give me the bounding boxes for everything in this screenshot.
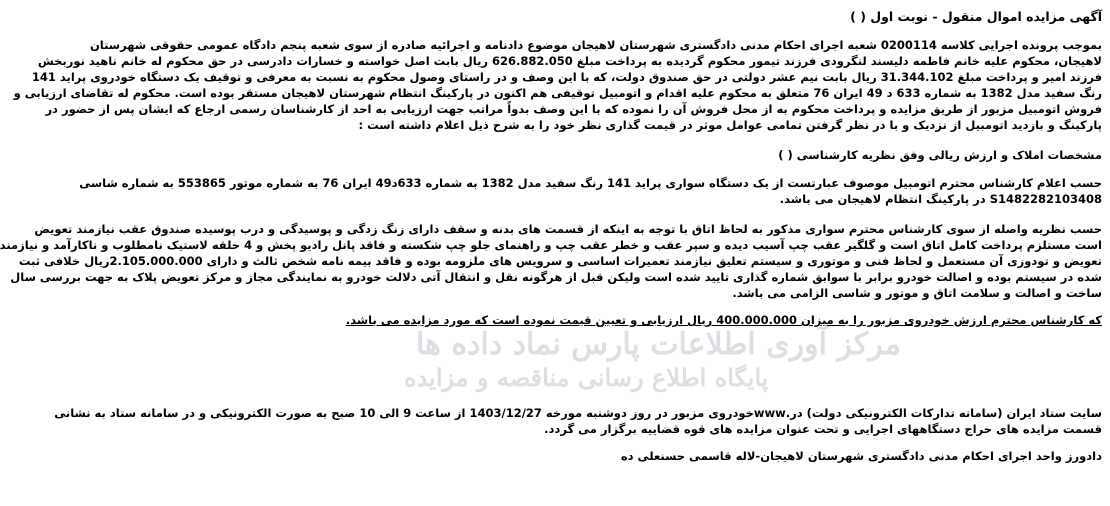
- paragraph-4-line-1: سایت ستاد ایران (سامانه تدارکات الکترونیکی دولت) در.wwwخودروی مزبور در روز دوشنبه مورخه 1403/12/27 از ساعت 9 الی 10 صبح به صورت الکترونیکی و در سامانه ستاد به نشانی: [54, 406, 1102, 420]
- signature: دادورز واحد اجرای احکام مدنی دادگستری شهرستان لاهیجان-لاله قاسمی حسنعلی ده: [620, 449, 1102, 463]
- paragraph-3-line-1: حسب نظریه واصله از سوی کارشناس محترم سواری مذکور به لحاظ اتاق با توجه به اینکه از قسمت های بدنه و سقف دارای زنگ زدگی و پوسیدگی و درب پوسیده صندوق عقب نیازمند تعویض: [34, 222, 1102, 236]
- paragraph-2-line-1: حسب اعلام کارشناس محترم اتومبیل موصوف عبارتست از یک دستگاه سواری پراید 141 رنگ سفید مدل 1382 به شماره 633د49 ایران 76 به شماره موتور 553865 به شماره شاسی: [79, 176, 1102, 190]
- paragraph-1-line-5: فروش اتومبیل مزبور از طریق مزایده و پرداخت محکوم به از محل فروش آن را نموده که با این وصف بدواً مراتب جهت ارزیابی به احد از کارشناسان رسمی ارجاع که ایشان پس از حضور در: [45, 102, 1102, 116]
- paragraph-1-line-6: پارکینگ و بازدید اتومبیل از نزدیک و با در نظر گرفتن تمامی عوامل موثر در قیمت گذاری نظر خود را به شرح ذیل اعلام داشته است :: [358, 118, 1102, 132]
- paragraph-1-line-3: فرزند امیر و پرداخت مبلغ 31.344.102 ریال بابت نیم عشر دولتی در حق صندوق دولت، که با این وصف و در راستای وصول محکوم به نسبت به معرفی و توقیف یک دستگاه خودروی پراید 141: [31, 70, 1102, 84]
- paragraph-3-line-4: شده در سیستم بوده و اصالت خودرو برابر با سوابق شماره گذاری تایید شده است ولیکن قبل از هرگونه نقل و انتقال آتی دلالت خودرو به نمایندگی مجاز و مرکز تعویض پلاک به جهت بررسی سال: [10, 270, 1102, 284]
- watermark-line-1: مرکز آوری اطلاعات پارس نماد داده ها: [416, 327, 901, 362]
- paragraph-3-line-5: ساخت و اصالت و سلامت اتاق و موتور و شاسی الزامی می باشد.: [732, 286, 1102, 300]
- paragraph-4-line-2: قسمت مزایده های حراج دستگاههای اجرایی و تحت عنوان مزایده های قوه قضاییه برگزار می گردد.: [544, 422, 1102, 436]
- paragraph-1-line-4: رنگ سفید مدل 1382 به شماره 633 د 49 ایران 76 متعلق به محکوم علیه اقدام و اتومبیل توقیفی هم اکنون در پارکینگ انتظام شهرستان لاهیجان مستقر بوده است. محکوم له تقاضای ارزیابی و: [13, 86, 1102, 100]
- paragraph-3-line-2: است مستلزم پرداخت کامل اتاق است و گلگیر عقب چپ آسیب دیده و سپر عقب و خطر عقب چپ و راهنمای جلو چپ شکسته و فاقد پانل رادیو پخش و 4 حلقه لاستیک نامطلوب و ناکارآمد و نیازمند: [0, 238, 1102, 252]
- section-heading: مشخصات املاک و ارزش ریالی وفق نظریه کارشناسی ( ): [778, 148, 1102, 162]
- valuation-statement: که کارشناس محترم ارزش خودروی مزبور را به میزان 400.000.000 ریال ارزیابی و تعیین قیمت نموده است که مورد مزایده می باشد.: [345, 313, 1102, 327]
- paragraph-1-line-1: بموجب پرونده اجرایی کلاسه 0200114 شعبه اجرای احکام مدنی دادگستری شهرستان لاهیجان موضوع دادنامه و اجرائیه صادره از سوی شعبه پنجم دادگاه عمومی حقوقی شهرستان: [89, 38, 1102, 52]
- watermark-line-2: پایگاه اطلاع رسانی مناقصه و مزایده: [404, 363, 769, 392]
- paragraph-3-line-3: تعویض و تودوزی آن مستعمل و لحاظ فنی و موتوری و سیستم تعلیق نیازمند تعمیرات اساسی و سرویس های ملزومه بوده و فاقد بیمه نامه شخص ثالث و دارای 2.105.000.000ریال خلافی ثبت: [18, 254, 1102, 268]
- notice-title: آگهی مزایده اموال منقول - نوبت اول ( ): [850, 9, 1102, 24]
- paragraph-2-line-2: S1482282103408 در پارکینگ انتظام لاهیجان می باشد.: [779, 192, 1102, 206]
- paragraph-1-line-2: لاهیجان، محکوم علیه خانم فاطمه دلیسند لنگرودی فرزند تیمور محکوم گردیده به پرداخت مبلغ 626.882.050 ریال بابت اصل خواسته و خسارات دادرسی در حق محکوم له خانم ناهید نوربخش: [37, 54, 1102, 68]
